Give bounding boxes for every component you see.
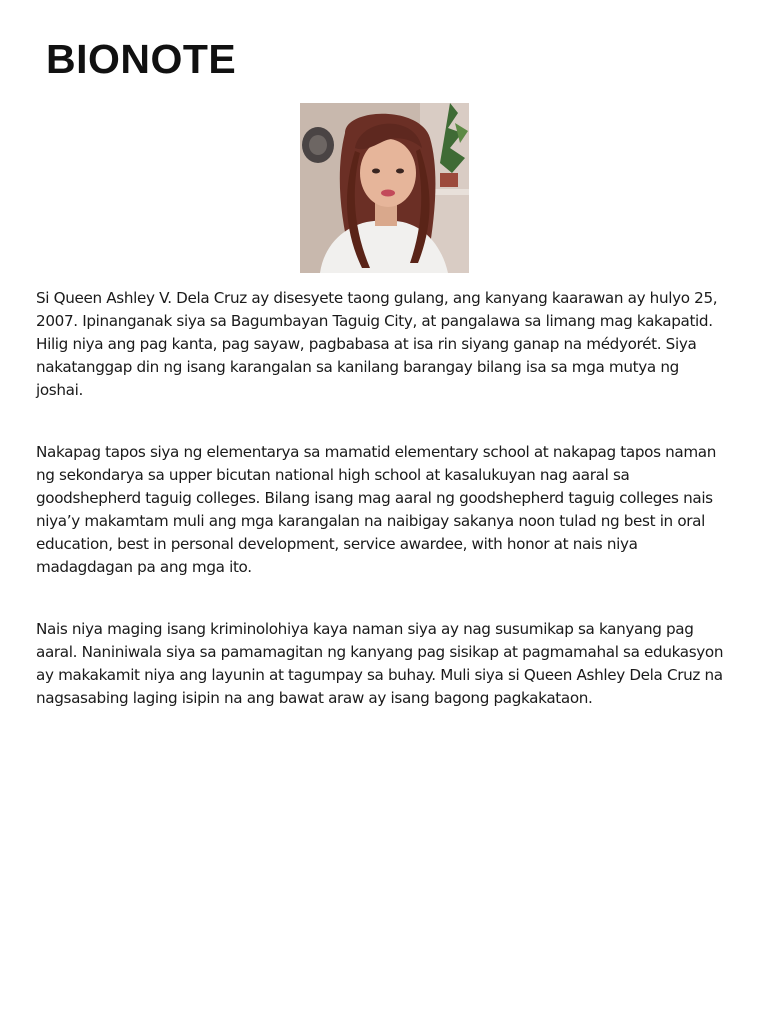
- portrait-photo: [300, 103, 469, 273]
- bionote-body: [36, 287, 730, 749]
- page-title: BIONOTE: [46, 36, 237, 82]
- bio-paragraph-3: Nais niya maging isang kriminolohiya kaya naman siya ay nag susumikap sa kanyang pag aaral. Naniniwala siya sa pamamagitan ng kanyang pag sisikap at pagmamahal sa edukasyon ay makakamit niya ang layunin at tagumpay sa buhay. Muli siya si Queen Ashley Dela Cruz na nagsasabing laging isipin na ang bawat araw ay isang bagong pagkakataon.: [36, 620, 724, 707]
- bio-paragraph-2: Nakapag tapos siya ng elementarya sa mamatid elementary school at nakapag tapos naman ng sekondarya sa upper bicutan national high school at kasalukuyan nag aaral sa goodshepherd taguig colleges. Bilang isang mag aaral ng goodshepherd taguig colleges nais niya’y makamtam muli ang mga karangalan na naibigay sakanya noon tulad ng best in oral education, best in personal development, service awardee, with honor at nais niya madagdagan pa ang mga ito.: [36, 443, 717, 576]
- bio-paragraph-1: Si Queen Ashley V. Dela Cruz ay disesyete taong gulang, ang kanyang kaarawan ay hulyo 25, 2007. Ipinanganak siya sa Bagumbayan Taguig City, at pangalawa sa limang mag kakapatid. Hilig niya ang pag kanta, pag sayaw, pagbabasa at isa rin siyang ganap na médyorét. Siya nakatanggap din ng isang karangalan sa kanilang barangay bilang isa sa mga mutya ng joshai.: [36, 289, 718, 399]
- portrait-photo-illustration: [300, 103, 469, 273]
